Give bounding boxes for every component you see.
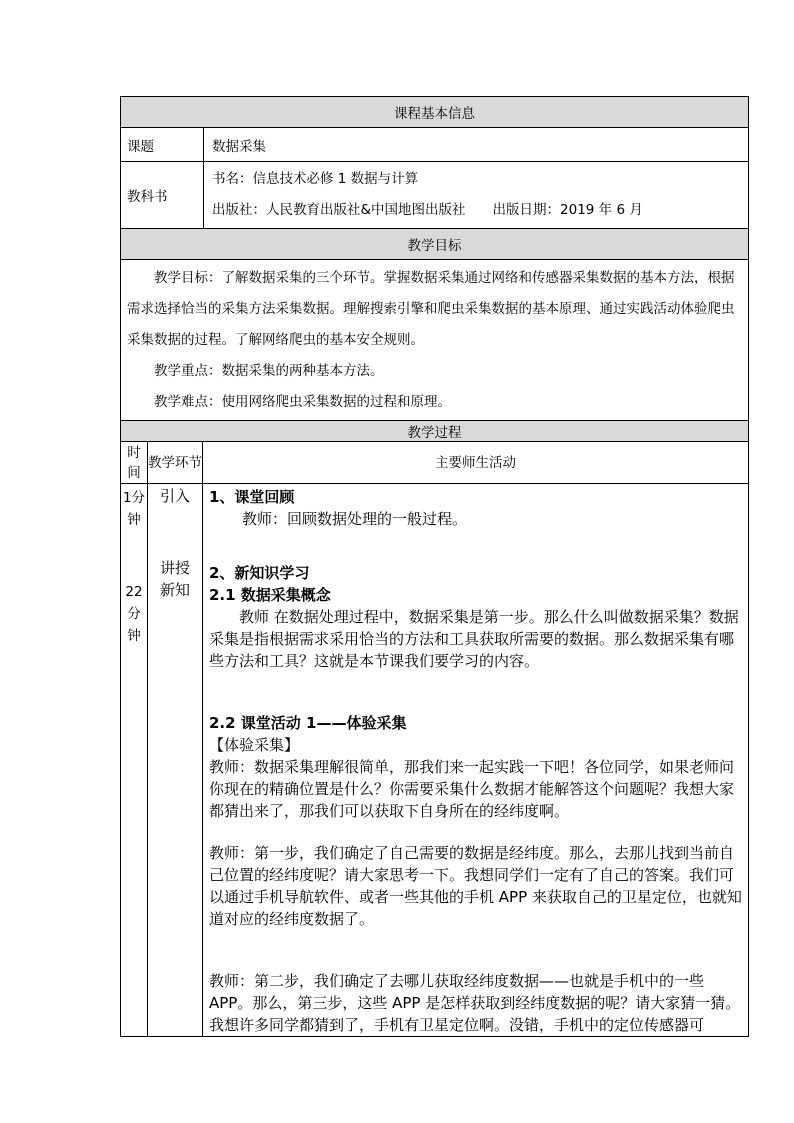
goal-key-point: 教学重点：数据采集的两种基本方法。: [154, 363, 384, 379]
activity-paragraph-3: 教师：第二步，我们确定了去哪儿获取经纬度数据——也就是手机中的一些 APP。那么，第三步，这些 APP 是怎样获取到经纬度数据的呢？请大家猜一猜。我想许多同学都猜到了，手机有卫星定位啊。没错，手机中的定位传感器可: [209, 972, 741, 1034]
course-info-table: [120, 96, 749, 421]
time-intro: 1分钟: [122, 490, 146, 528]
section-review-text: 教师：回顾数据处理的一般过程。: [242, 510, 468, 528]
process-header: 教学过程: [121, 421, 749, 442]
section-concept-text: 教师 在数据处理过程中，数据采集是第一步。那么什么叫做数据采集？数据采集是指根据需求采用恰当的方法和工具获取所需要的数据。那么数据采集有哪些方法和工具？这就是本节课我们要学习的内容。: [209, 608, 739, 670]
goals-content: [121, 260, 749, 421]
stage-intro: 引入: [159, 487, 190, 505]
goal-objective: 教学目标：了解数据采集的三个环节。掌握数据采集通过网络和传感器采集数据的基本方法，根据需求选择恰当的采集方法采集数据。理解搜索引擎和爬虫采集数据的基本原理、通过实践活动体验爬虫采集数据的过程。了解网络爬虫的基本安全规则。: [127, 270, 735, 348]
activity-column: [203, 484, 749, 1037]
time-column: [121, 484, 148, 1037]
book-name: 书名：信息技术必修 1 数据与计算: [212, 171, 419, 187]
section-activity-tag: 【体验采集】: [209, 736, 300, 754]
topic-label: 课题: [121, 128, 204, 162]
section-new-title: 2、新知识学习: [209, 564, 310, 582]
activity-paragraph-1: 教师：数据采集理解很简单，那我们来一起实践一下吧！各位同学，如果老师问你现在的精确位置是什么？你需要采集什么数据才能解答这个问题呢？我想大家都猜出来了，那我们可以获取下自身所在的经纬度啊。: [209, 758, 735, 820]
publisher-line: 出版社：人民教育出版社&中国地图出版社 出版日期：2019 年 6 月: [212, 202, 643, 218]
topic-value: 数据采集: [204, 128, 749, 162]
goal-difficulty: 教学难点：使用网络爬虫采集数据的过程和原理。: [154, 394, 451, 410]
process-table: [120, 420, 749, 1037]
time-lecture: 22分钟: [125, 584, 143, 644]
section-concept-title: 2.1 数据采集概念: [209, 586, 331, 604]
stage-column: [148, 484, 203, 1037]
textbook-label: 教科书: [121, 162, 204, 229]
col-stage-header: 教学环节: [148, 442, 203, 484]
activity-paragraph-2: 教师：第一步，我们确定了自己需要的数据是经纬度。那么，去那儿找到当前自己位置的经纬度呢？请大家思考一下。我想同学们一定有了自己的答案。我们可以通过手机导航软件、或者一些其他的手机 APP 来获取自己的卫星定位，也就知道对应的经纬度数据了。: [209, 844, 742, 928]
stage-lecture: 讲授新知: [159, 559, 190, 599]
lesson-plan-page: [120, 96, 748, 1037]
section-activity-title: 2.2 课堂活动 1——体验采集: [209, 714, 407, 732]
goals-header: 教学目标: [121, 229, 749, 260]
col-activity-header: 主要师生活动: [203, 442, 749, 484]
textbook-info: [204, 162, 749, 229]
section-review-title: 1、课堂回顾: [209, 488, 295, 506]
col-time-header: 时间: [121, 442, 148, 484]
course-info-header: 课程基本信息: [121, 97, 749, 128]
